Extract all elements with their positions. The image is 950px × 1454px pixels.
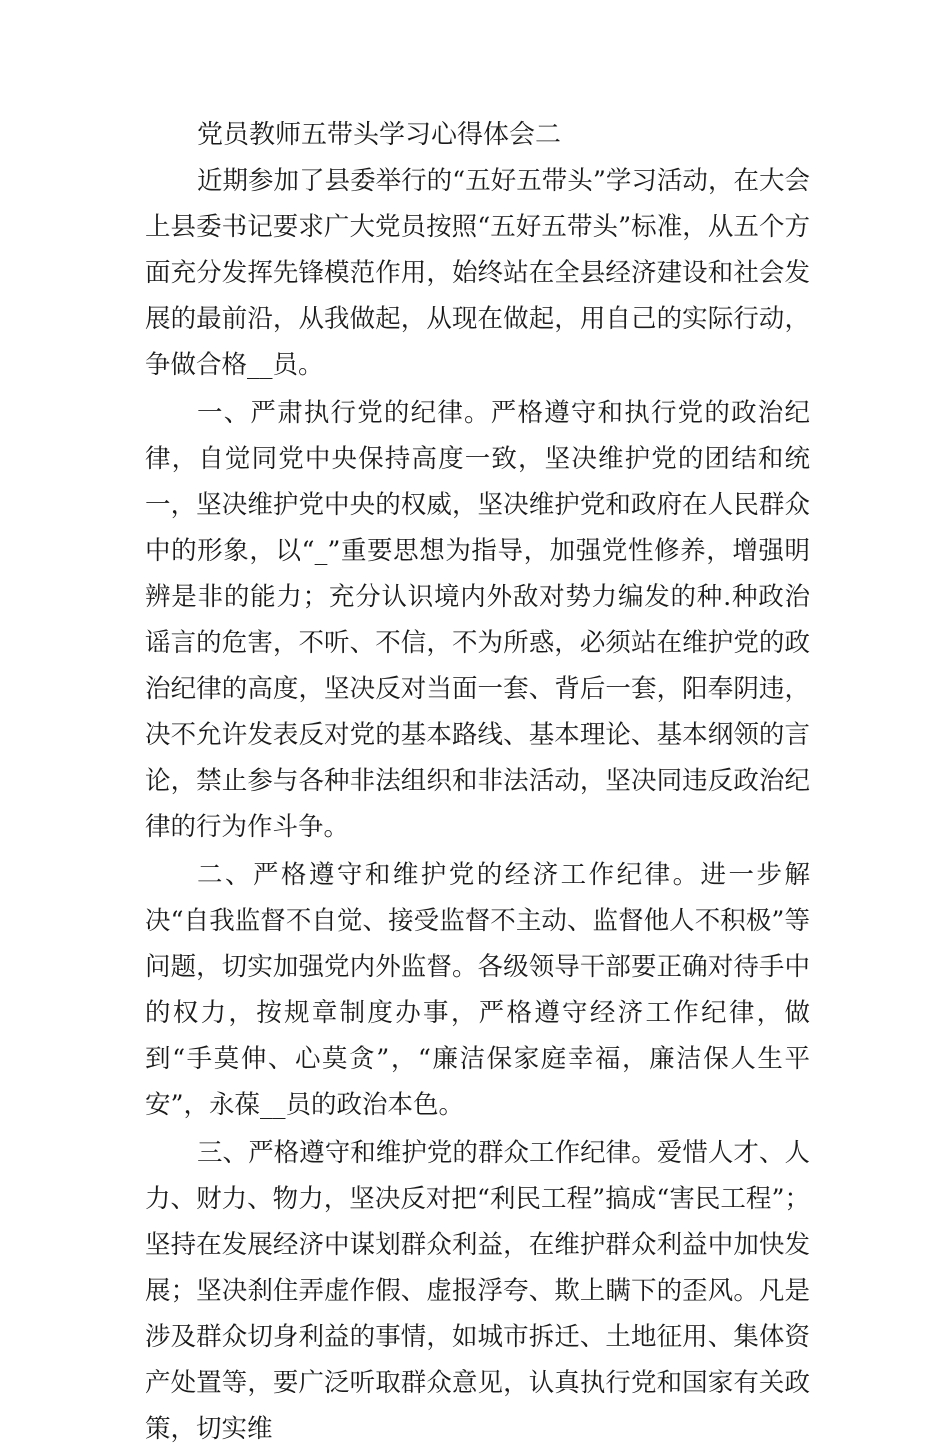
paragraph-political-discipline: 一、严肃执行党的纪律。严格遵守和执行党的政治纪律，自觉同党中央保持高度一致，坚决维护党的团结和统一，坚决维护党中央的权威，坚决维护党和政府在人民群众中的形象，以“_”重要思想为指导，加强党性修养，增强明辨是非的能力；充分认识境内外敌对势力编发的种.种政治谣言的危害，不听、不信，不为所惑，必须站在维护党的政治纪律的高度，坚决反对当面一套、背后一套，阳奉阴违，决不允许发表反对党的基本路线、基本理论、基本纲领的言论，禁止参与各种非法组织和非法活动，坚决同违反政治纪律的行为作斗争。	[145, 398, 810, 842]
paragraph-economic-discipline: 二、严格遵守和维护党的经济工作纪律。进一步解决“自我监督不自觉、接受监督不主动、监督他人不积极”等问题，切实加强党内外监督。各级领导干部要正确对待手中的权力，按规章制度办事，严格遵守经济工作纪律，做到“手莫伸、心莫贪”，“廉洁保家庭幸福，廉洁保人生平安”，永葆__员的政治本色。	[145, 860, 810, 1120]
document-title: 党员教师五带头学习心得体会二	[197, 120, 562, 150]
document-body	[145, 112, 810, 1454]
paragraph-mass-work-discipline: 三、严格遵守和维护党的群众工作纪律。爱惜人才、人力、财力、物力，坚决反对把“利民工程”搞成“害民工程”；坚持在发展经济中谋划群众利益，在维护群众利益中加快发展；坚决刹住弄虚作假、虚报浮夸、欺上瞒下的歪风。凡是涉及群众切身利益的事情，如城市拆迁、土地征用、集体资产处置等，要广泛听取群众意见，认真执行党和国家有关政策，切实维	[145, 1138, 810, 1444]
paragraph-intro: 近期参加了县委举行的“五好五带头”学习活动，在大会上县委书记要求广大党员按照“五好五带头”标准，从五个方面充分发挥先锋模范作用，始终站在全县经济建设和社会发展的最前沿，从我做起，从现在做起，用自己的实际行动，争做合格__员。	[145, 166, 810, 380]
